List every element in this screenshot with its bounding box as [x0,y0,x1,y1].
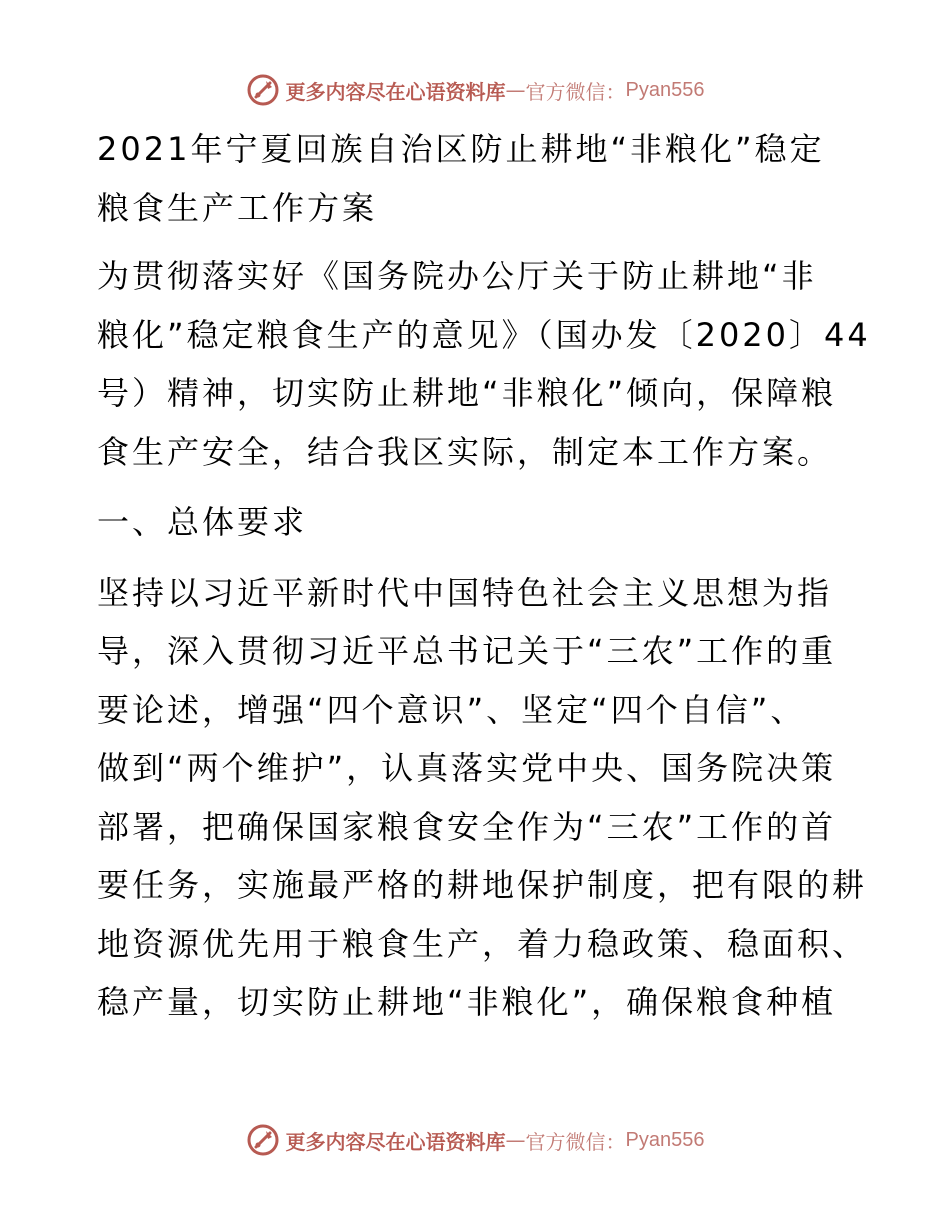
watermark-official-label: 官方微信： [525,1129,626,1154]
paragraph-line: 要任务，实施最严格的耕地保护制度，把有限的耕 [97,866,868,904]
watermark-dash: — [505,1128,526,1152]
watermark-official-label: 官方微信： [525,79,626,104]
watermark-footer [0,1120,950,1160]
paragraph-line: 号）精神，切实防止耕地“非粮化”倾向，保障粮 [97,374,837,412]
brand-logo-icon [246,1123,280,1157]
paragraph-line: 导，深入贯彻习近平总书记关于“三农”工作的重 [97,632,837,670]
heading-line: 一、总体要求 [97,503,308,541]
document-body [97,120,871,1032]
paragraph-line: 坚持以习近平新时代中国特色社会主义思想为指 [97,573,833,612]
watermark-brand-text: 更多内容尽在心语资料库 [285,1129,506,1154]
paragraph-line: 为贯彻落实好《国务院办公厅关于防止耕地“非 [97,257,817,295]
paragraph-line: 粮化”稳定粮食生产的意见》（国办发〔2020〕44 [97,315,871,354]
watermark-account: Pyan556 [625,78,705,101]
paragraph-line: 地资源优先用于粮食生产，着力稳政策、稳面积、 [97,924,868,963]
paragraph-line: 做到“两个维护”，认真落实党中央、国务院决策 [97,749,837,787]
title-line: 2021年宁夏回族自治区防止耕地“非粮化”稳定 [97,130,825,168]
section-heading [97,493,853,552]
paragraph-line: 食生产安全，结合我区实际，制定本工作方案。 [97,432,833,471]
watermark-dash: — [505,78,526,102]
title-line: 粮食生产工作方案 [97,188,378,227]
intro-paragraph [97,247,871,481]
watermark-brand-text: 更多内容尽在心语资料库 [285,79,506,104]
paragraph-line: 部署，把确保国家粮食安全作为“三农”工作的首 [97,807,837,846]
document-title [97,120,853,237]
watermark-account: Pyan556 [625,1128,705,1151]
section-paragraph [97,564,868,1032]
brand-logo-icon [246,73,280,107]
paragraph-line: 稳产量，切实防止耕地“非粮化”，确保粮食种植 [97,983,837,1021]
paragraph-line: 要论述，增强“四个意识”、坚定“四个自信”、 [97,690,806,729]
watermark-header [0,70,950,110]
